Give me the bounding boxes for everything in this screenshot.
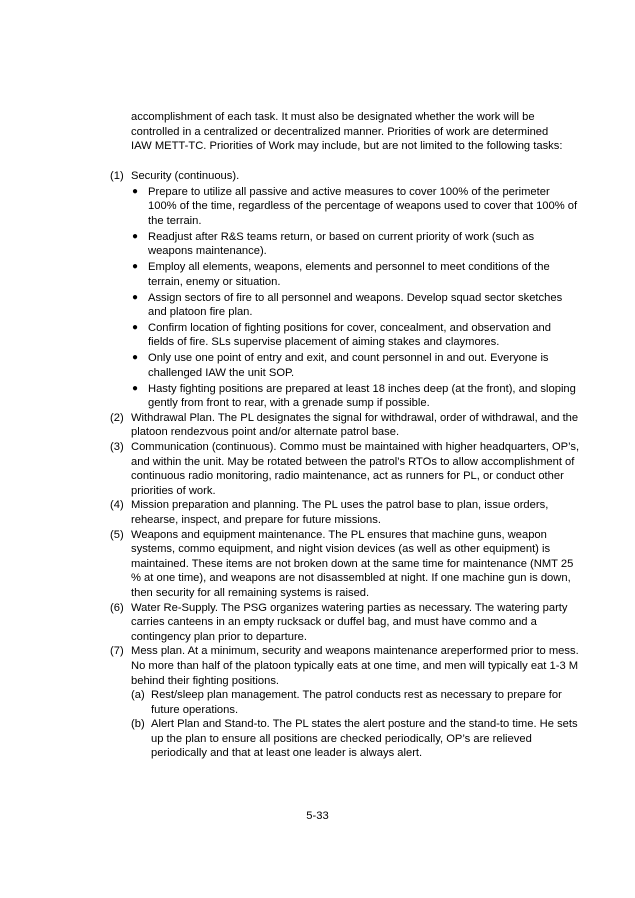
bullet-item — [131, 260, 580, 289]
item-number: (6) — [110, 601, 124, 614]
list-item-1 — [110, 169, 580, 411]
bullet-text: Prepare to utilize all passive and active measures to cover 100% of the perimeter 100% of the time, regardless of the percentage of weapons used to cover that 100% of the terrain. — [148, 185, 578, 227]
list-item-7 — [110, 644, 580, 761]
sub-item-letter: (a) — [131, 689, 145, 702]
item-text: Communication (continuous). Commo must be maintained with higher headquarters, OP’s, and within the unit. May be rotated between the patrol’s RTOs to allow accomplishment of continuous radio monitoring, radio maintenance, act as runners for PL, or conduct other priorities of work. — [131, 441, 580, 497]
sub-item-letter: (b) — [131, 718, 145, 731]
item-text: Water Re-Supply. The PSG organizes watering parties as necessary. The watering party carries canteens in an empty rucksack or duffel bag, and must have commo and a contingency plan prior to departure. — [131, 601, 568, 643]
bullet-item — [131, 351, 580, 380]
list-item-2 — [110, 411, 580, 440]
list-item-5 — [110, 528, 580, 601]
bullet-icon: ● — [132, 382, 139, 394]
bullet-text: Employ all elements, weapons, elements and personnel to meet conditions of the terrain, enemy or situation. — [148, 261, 550, 288]
item-text: Security (continuous). — [131, 170, 240, 182]
bullet-item — [131, 185, 580, 229]
sub-item-text: Rest/sleep plan management. The patrol conducts rest as necessary to prepare for future operations. — [151, 689, 562, 716]
sub-item-text: Alert Plan and Stand-to. The PL states the alert posture and the stand-to time. He sets up the plan to ensure all positions are checked periodically, OP’s are relieved periodically and that at least one leader is always alert. — [151, 718, 578, 760]
item-number: (2) — [110, 411, 124, 424]
item-number: (7) — [110, 645, 124, 658]
item-number: (3) — [110, 441, 124, 453]
item-text: Mission preparation and planning. The PL uses the patrol base to plan, issue orders, rehearse, inspect, and prepare for future missions. — [131, 499, 549, 526]
bullet-icon: ● — [132, 321, 139, 333]
bullet-icon: ● — [132, 261, 139, 273]
intro-paragraph: accomplishment of each task. It must also be designated whether the work will be controlled in a centralized or decentralized manner. Priorities of work are determined IAW METT-TC. Priorities of Work may include, but are not limited to the following tasks: — [131, 111, 563, 153]
bullet-icon: ● — [132, 185, 139, 197]
bullet-text: Only use one point of entry and exit, and count personnel in and out. Everyone is challenged IAW the unit SOP. — [148, 352, 549, 379]
list-item-3 — [110, 440, 580, 498]
sub-item-b — [131, 717, 580, 761]
sub-item-a — [131, 688, 580, 717]
item-number: (1) — [110, 170, 124, 182]
security-bullet-list — [131, 185, 580, 411]
priorities-of-work-list — [110, 169, 580, 761]
item-text: Weapons and equipment maintenance. The PL ensures that machine guns, weapon systems, commo equipment, and night vision devices (as well as other equipment) is maintained. These items are not broken down at the same time for maintenance (NMT 25 % at one time), and weapons are not disassembled at night. If one machine gun is down, then security for all remaining systems is raised. — [131, 528, 574, 599]
item-text: Mess plan. At a minimum, security and weapons maintenance areperformed prior to mess. No more than half of the platoon typically eats at one time, and men will typically eat 1-3 M behind their fighting positions. — [131, 645, 579, 687]
bullet-item — [131, 291, 580, 320]
item-number: (4) — [110, 499, 124, 512]
list-item-4 — [110, 498, 580, 527]
bullet-icon: ● — [132, 291, 139, 303]
bullet-text: Confirm location of fighting positions for cover, concealment, and observation and fields of fire. SLs supervise placement of aiming stakes and claymores. — [148, 321, 551, 349]
page-number: 5-33 — [306, 810, 329, 822]
item-number: (5) — [110, 528, 124, 541]
bullet-text: Hasty fighting positions are prepared at least 18 inches deep (at the front), and sloping gently from front to rear, with a grenade sump if possible. — [148, 382, 576, 410]
bullet-text: Readjust after R&S teams return, or based on current priority of work (such as weapons maintenance). — [148, 230, 535, 258]
list-item-6 — [110, 601, 580, 645]
bullet-text: Assign sectors of fire to all personnel and weapons. Develop squad sector sketches and platoon fire plan. — [148, 291, 563, 319]
bullet-item — [131, 382, 580, 411]
item-text: Withdrawal Plan. The PL designates the signal for withdrawal, order of withdrawal, and the platoon rendezvous point and/or alternate patrol base. — [131, 411, 579, 439]
bullet-icon: ● — [132, 352, 139, 364]
bullet-item — [131, 230, 580, 259]
bullet-item — [131, 321, 580, 350]
bullet-icon: ● — [132, 230, 139, 242]
